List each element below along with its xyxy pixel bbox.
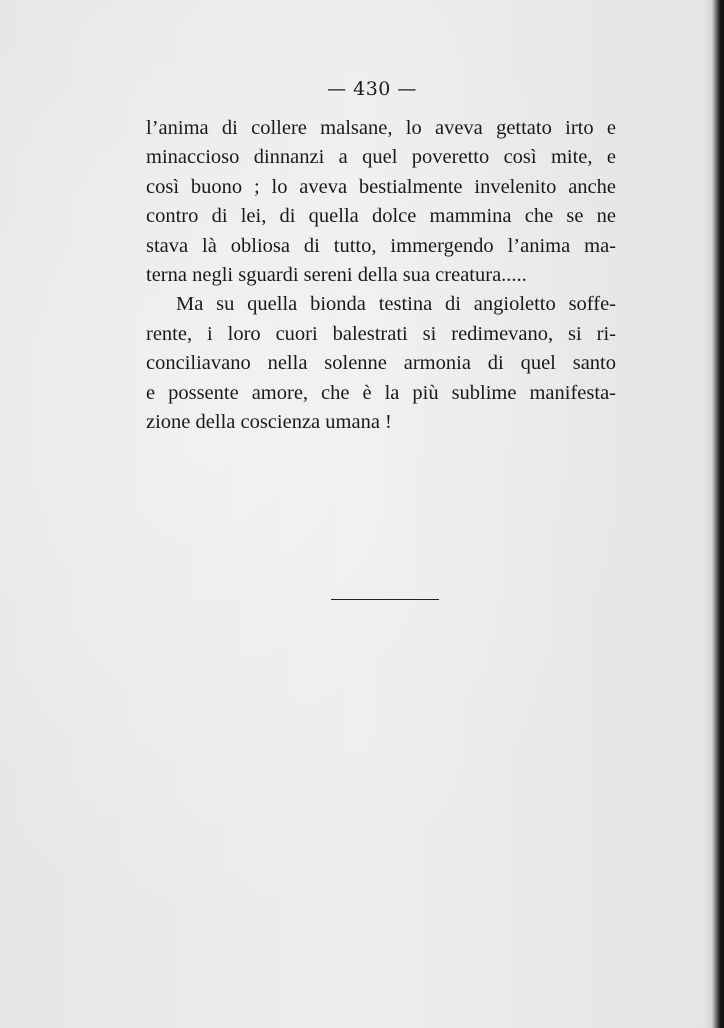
text-line: conciliavano nella solenne armonia di quel santo xyxy=(146,352,616,375)
text-line: minaccioso dinnanzi a quel poveretto così mite, e xyxy=(146,146,616,169)
body-text xyxy=(146,114,616,437)
page-binding-edge xyxy=(704,0,724,1028)
text-line: stava là obliosa di tutto, immergendo l’anima ma- xyxy=(146,234,616,257)
text-line: zione della coscienza umana ! xyxy=(146,411,392,434)
paragraph-2 xyxy=(146,290,616,437)
text-line: così buono ; lo aveva bestialmente invelenito anche xyxy=(146,175,616,198)
end-divider-rule xyxy=(331,599,439,600)
text-line: e possente amore, che è la più sublime manifesta- xyxy=(146,381,616,404)
paragraph-1 xyxy=(146,114,616,290)
text-line: terna negli sguardi sereni della sua creatura..... xyxy=(146,264,527,287)
text-line: Ma su quella bionda testina di angioletto soffe- xyxy=(176,293,616,316)
text-line: l’anima di collere malsane, lo aveva gettato irto e xyxy=(146,117,616,139)
page-number: — 430 — xyxy=(327,78,417,100)
text-line: rente, i loro cuori balestrati si redimevano, si ri- xyxy=(146,322,616,345)
text-line: contro di lei, di quella dolce mammina che se ne xyxy=(146,205,616,228)
